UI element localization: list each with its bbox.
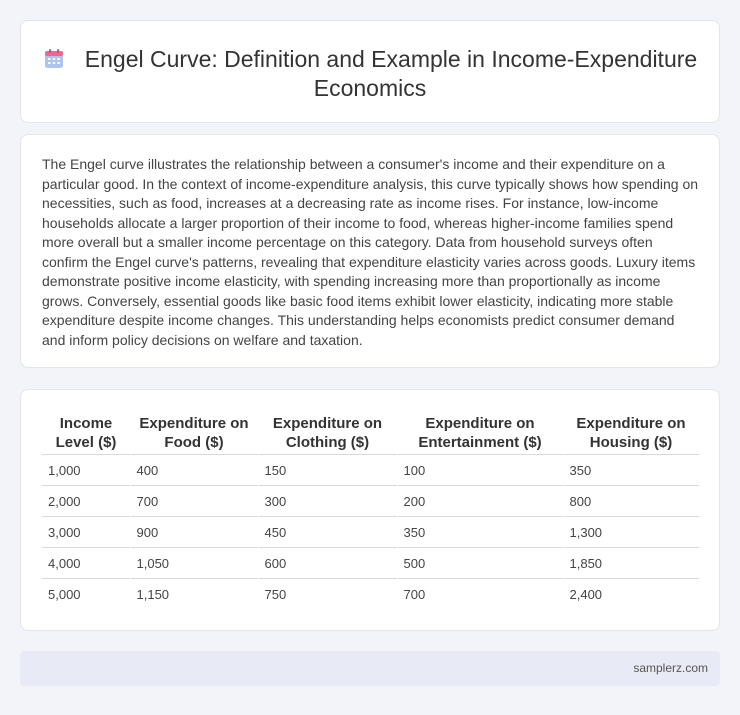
calendar-icon xyxy=(43,48,65,70)
table-cell: 200 xyxy=(397,486,563,517)
table-cell: 700 xyxy=(130,486,258,517)
table-cell: 5,000 xyxy=(42,579,130,610)
expenditure-table xyxy=(42,414,699,610)
table-cell: 400 xyxy=(130,455,258,486)
table-cell: 750 xyxy=(258,579,397,610)
table-cell: 1,300 xyxy=(563,517,699,548)
table-cell: 350 xyxy=(563,455,699,486)
table-cell: 150 xyxy=(258,455,397,486)
footer-site-link[interactable]: samplerz.com xyxy=(633,661,708,675)
description-card xyxy=(20,134,720,368)
page-title-wrap xyxy=(21,45,719,103)
table-cell: 3,000 xyxy=(42,517,130,548)
footer xyxy=(20,651,720,686)
table-cell: 900 xyxy=(130,517,258,548)
table-row xyxy=(42,548,699,579)
table-cell: 2,400 xyxy=(563,579,699,610)
column-header: Expenditure on Clothing ($) xyxy=(272,415,383,451)
table-row xyxy=(42,517,699,548)
table-cell: 4,000 xyxy=(42,548,130,579)
column-header: Expenditure on Food ($) xyxy=(139,415,249,451)
table-cell: 500 xyxy=(397,548,563,579)
table-cell: 600 xyxy=(258,548,397,579)
column-header: Income Level ($) xyxy=(55,415,117,451)
table-cell: 1,850 xyxy=(563,548,699,579)
column-header: Expenditure on Housing ($) xyxy=(576,415,686,451)
table-cell: 100 xyxy=(397,455,563,486)
table-card xyxy=(20,389,720,631)
table-cell: 2,000 xyxy=(42,486,130,517)
table-row xyxy=(42,579,699,610)
table-cell: 450 xyxy=(258,517,397,548)
table-cell: 350 xyxy=(397,517,563,548)
page-title: Engel Curve: Definition and Example in Income-Expenditure Economics xyxy=(84,46,698,101)
column-header: Expenditure on Entertainment ($) xyxy=(418,415,542,451)
table-cell: 1,150 xyxy=(130,579,258,610)
table-header-row xyxy=(42,414,699,455)
table-cell: 1,050 xyxy=(130,548,258,579)
table-cell: 1,000 xyxy=(42,455,130,486)
table-cell: 300 xyxy=(258,486,397,517)
description-text: The Engel curve illustrates the relationship between a consumer's income and their expenditure on a particular good. In the context of income-expenditure analysis, this curve typically shows how spending on necessities, such as food, increases at a decreasing rate as income rises. For instance, low-income households allocate a larger proportion of their income to food, whereas higher-income families spend more overall but a smaller income percentage on this category. Data from household surveys often confirm the Engel curve's patterns, revealing that expenditure elasticity varies across goods. Luxury items demonstrate positive income elasticity, with spending increasing more than proportionally as income grows. Conversely, essential goods like basic food items exhibit lower elasticity, indicating more stable expenditure despite income changes. This understanding helps economists predict consumer demand and inform policy decisions on welfare and taxation. xyxy=(42,156,699,348)
table-row xyxy=(42,486,699,517)
table-cell: 700 xyxy=(397,579,563,610)
header-card xyxy=(20,20,720,123)
table-cell: 800 xyxy=(563,486,699,517)
table-row xyxy=(42,455,699,486)
